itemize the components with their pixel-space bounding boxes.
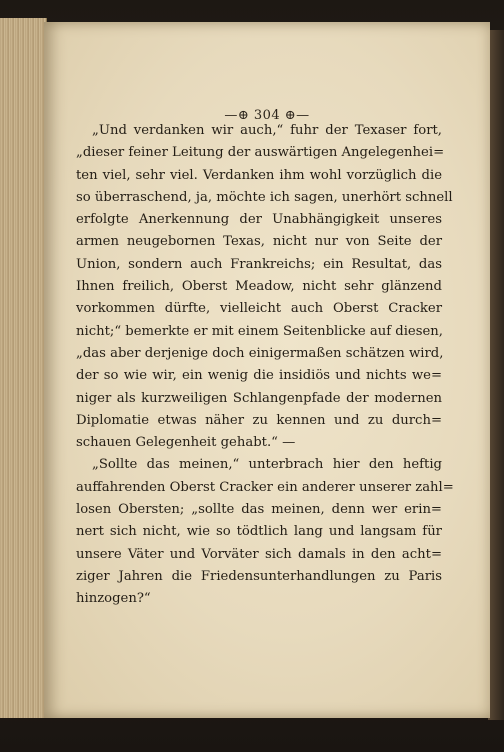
text-line: niger als kurzweiligen Schlangenpfade der modernen (76, 390, 442, 406)
text-line: hinzogen?“ (76, 591, 151, 607)
text-line: so überraschend, ja, möchte ich sagen, unerhört schnell (76, 189, 453, 205)
text-line: Diplomatie etwas näher zu kennen und zu durch= (76, 412, 442, 428)
body-text (76, 120, 454, 611)
paragraph (76, 120, 453, 454)
text-line: erfolgte Anerkennung der Unabhängigkeit unseres (76, 212, 442, 228)
text-line: ziger Jahren die Friedensunterhandlungen zu Paris (76, 568, 442, 584)
text-line: „Sollte das meinen,“ unterbrach hier den heftig (92, 457, 442, 473)
text-line: der so wie wir, ein wenig die insidiös und nichts we= (76, 368, 442, 384)
text-line: nert sich nicht, wie so tödtlich lang und langsam für (76, 524, 442, 540)
book-cover-edge (488, 30, 504, 720)
text-line: vorkommen dürfte, vielleicht auch Oberst Cracker (76, 301, 442, 317)
text-line: nicht;“ bemerkte er mit einem Seitenblicke auf diesen, (76, 323, 443, 339)
text-line: unsere Väter und Vorväter sich damals in den acht= (76, 546, 442, 562)
text-line: schauen Gelegenheit gehabt.“ — (76, 435, 296, 451)
text-line: „dieser feiner Leitung der auswärtigen Angelegenhei= (76, 145, 445, 161)
text-line: ten viel, sehr viel. Verdanken ihm wohl vorzüglich die (76, 167, 442, 183)
page-number: —⊕ 304 ⊕— (224, 108, 310, 123)
text-line: Ihnen freilich, Oberst Meadow, nicht sehr glänzend (76, 279, 442, 295)
text-line: „Und verdanken wir auch,“ fuhr der Texaser fort, (92, 123, 442, 138)
text-line: „das aber derjenige doch einigermaßen schätzen wird, (76, 345, 444, 361)
text-line: auffahrenden Oberst Cracker ein anderer unserer zahl= (76, 479, 454, 495)
page-edges (0, 18, 47, 718)
text-line: Union, sondern auch Frankreichs; ein Resultat, das (76, 256, 442, 272)
paragraph (76, 454, 454, 610)
text-line: armen neugebornen Texas, nicht nur von Seite der (76, 234, 442, 250)
text-line: losen Obersten; „sollte das meinen, denn wer erin= (76, 502, 442, 518)
